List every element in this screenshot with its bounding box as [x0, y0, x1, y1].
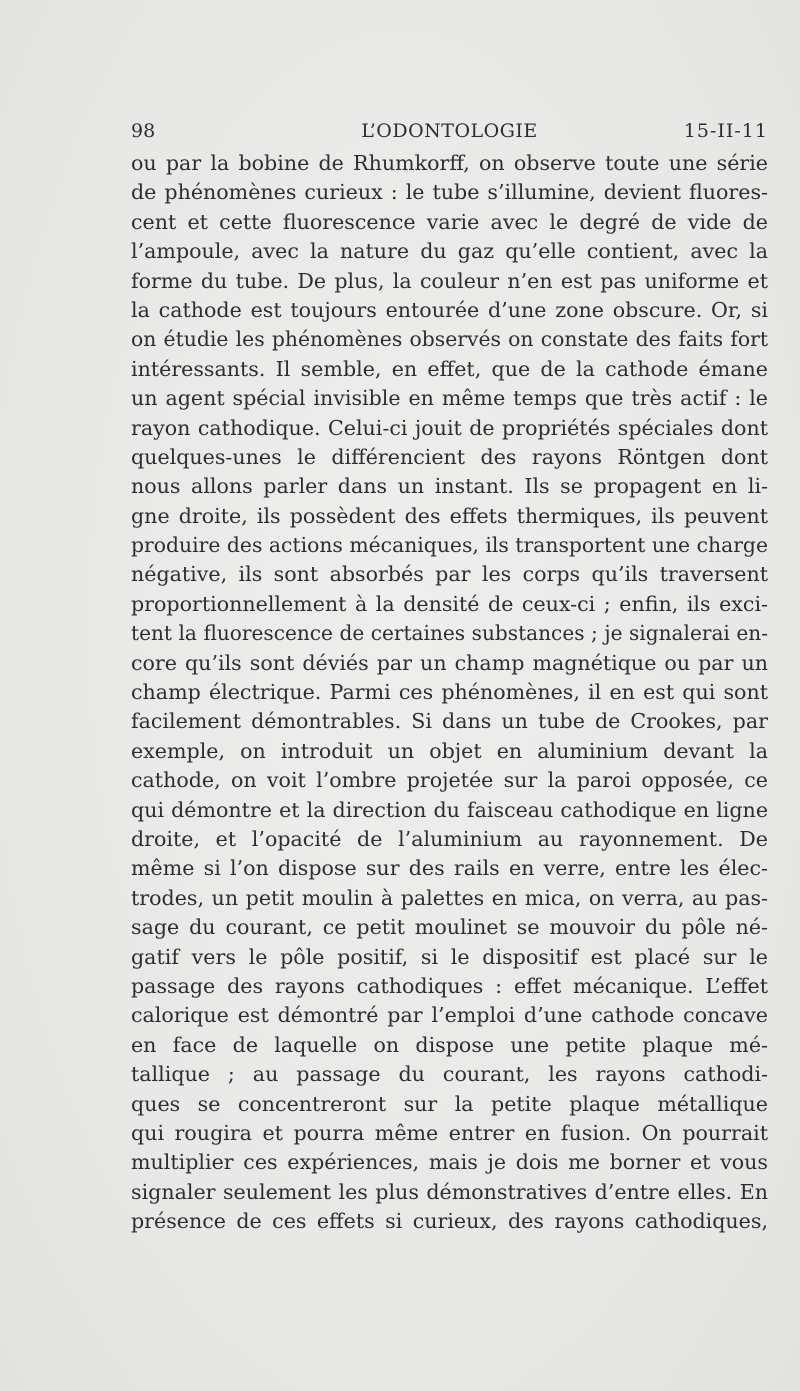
text-line: sage du courant, ce petit moulinet se mouvoir du pôle né- [131, 915, 768, 940]
text-line: on étudie les phénomènes observés on constate des faits fort [131, 327, 768, 352]
text-line: facilement démontrables. Si dans un tube de Crookes, par [131, 709, 768, 734]
page-number: 98 [131, 120, 156, 142]
text-line: négative, ils sont absorbés par les corps qu’ils traversent [131, 562, 768, 587]
running-title: L’ODONTOLOGIE [361, 120, 538, 142]
text-line: cathode, on voit l’ombre projetée sur la paroi opposée, ce [131, 768, 768, 793]
text-line: l’ampoule, avec la nature du gaz qu’elle contient, avec la [131, 239, 768, 264]
text-line: passage des rayons cathodiques : effet mécanique. L’effet [131, 973, 768, 998]
text-line: trodes, un petit moulin à palettes en mica, on verra, au pas- [131, 885, 768, 910]
text-line: tallique ; au passage du courant, les rayons cathodi- [131, 1062, 768, 1087]
body-text [131, 149, 768, 1236]
text-line: présence de ces effets si curieux, des rayons cathodiques, [131, 1209, 768, 1234]
text-line: exemple, on introduit un objet en aluminium devant la [131, 738, 768, 763]
text-line: qui rougira et pourra même entrer en fusion. On pourrait [131, 1120, 768, 1145]
text-line: qui démontre et la direction du faisceau cathodique en ligne [131, 797, 768, 822]
text-line: la cathode est toujours entourée d’une zone obscure. Or, si [131, 297, 768, 322]
text-line: gne droite, ils possèdent des effets thermiques, ils peuvent [131, 503, 768, 528]
text-line: un agent spécial invisible en même temps que très actif : le [131, 386, 768, 411]
text-line: produire des actions mécaniques, ils transportent une charge [131, 533, 768, 558]
text-line: droite, et l’opacité de l’aluminium au rayonnement. De [131, 826, 768, 851]
text-line: signaler seulement les plus démonstratives d’entre elles. En [131, 1179, 768, 1204]
text-line: multiplier ces expériences, mais je dois me borner et vous [131, 1150, 768, 1175]
text-line: cent et cette fluorescence varie avec le degré de vide de [131, 209, 768, 234]
text-line: tent la fluorescence de certaines substances ; je signalerai en- [131, 621, 768, 646]
text-line: proportionnellement à la densité de ceux-ci ; enfin, ils exci- [131, 591, 768, 616]
text-line: ou par la bobine de Rhumkorff, on observe toute une série [131, 151, 768, 175]
text-line: même si l’on dispose sur des rails en verre, entre les élec- [131, 856, 768, 881]
text-line: quelques-unes le différencient des rayons Röntgen dont [131, 444, 768, 469]
text-line: rayon cathodique. Celui-ci jouit de propriétés spéciales dont [131, 415, 768, 440]
text-line: nous allons parler dans un instant. Ils se propagent en li- [131, 474, 768, 499]
text-line: calorique est démontré par l’emploi d’une cathode concave [131, 1003, 768, 1028]
text-line: champ électrique. Parmi ces phénomènes, il en est qui sont [131, 680, 768, 705]
issue-date: 15-II-11 [683, 120, 768, 142]
text-line: intéressants. Il semble, en effet, que de la cathode émane [131, 356, 768, 381]
text-line: ques se concentreront sur la petite plaque métallique [131, 1091, 768, 1116]
text-line: en face de laquelle on dispose une petite plaque mé- [131, 1032, 768, 1057]
text-line: forme du tube. De plus, la couleur n’en est pas uniforme et [131, 268, 768, 293]
running-header [131, 116, 768, 146]
text-line: gatif vers le pôle positif, si le dispositif est placé sur le [131, 944, 768, 969]
text-line: core qu’ils sont déviés par un champ magnétique ou par un [131, 650, 768, 675]
text-line: de phénomènes curieux : le tube s’illumine, devient fluores- [131, 180, 768, 205]
